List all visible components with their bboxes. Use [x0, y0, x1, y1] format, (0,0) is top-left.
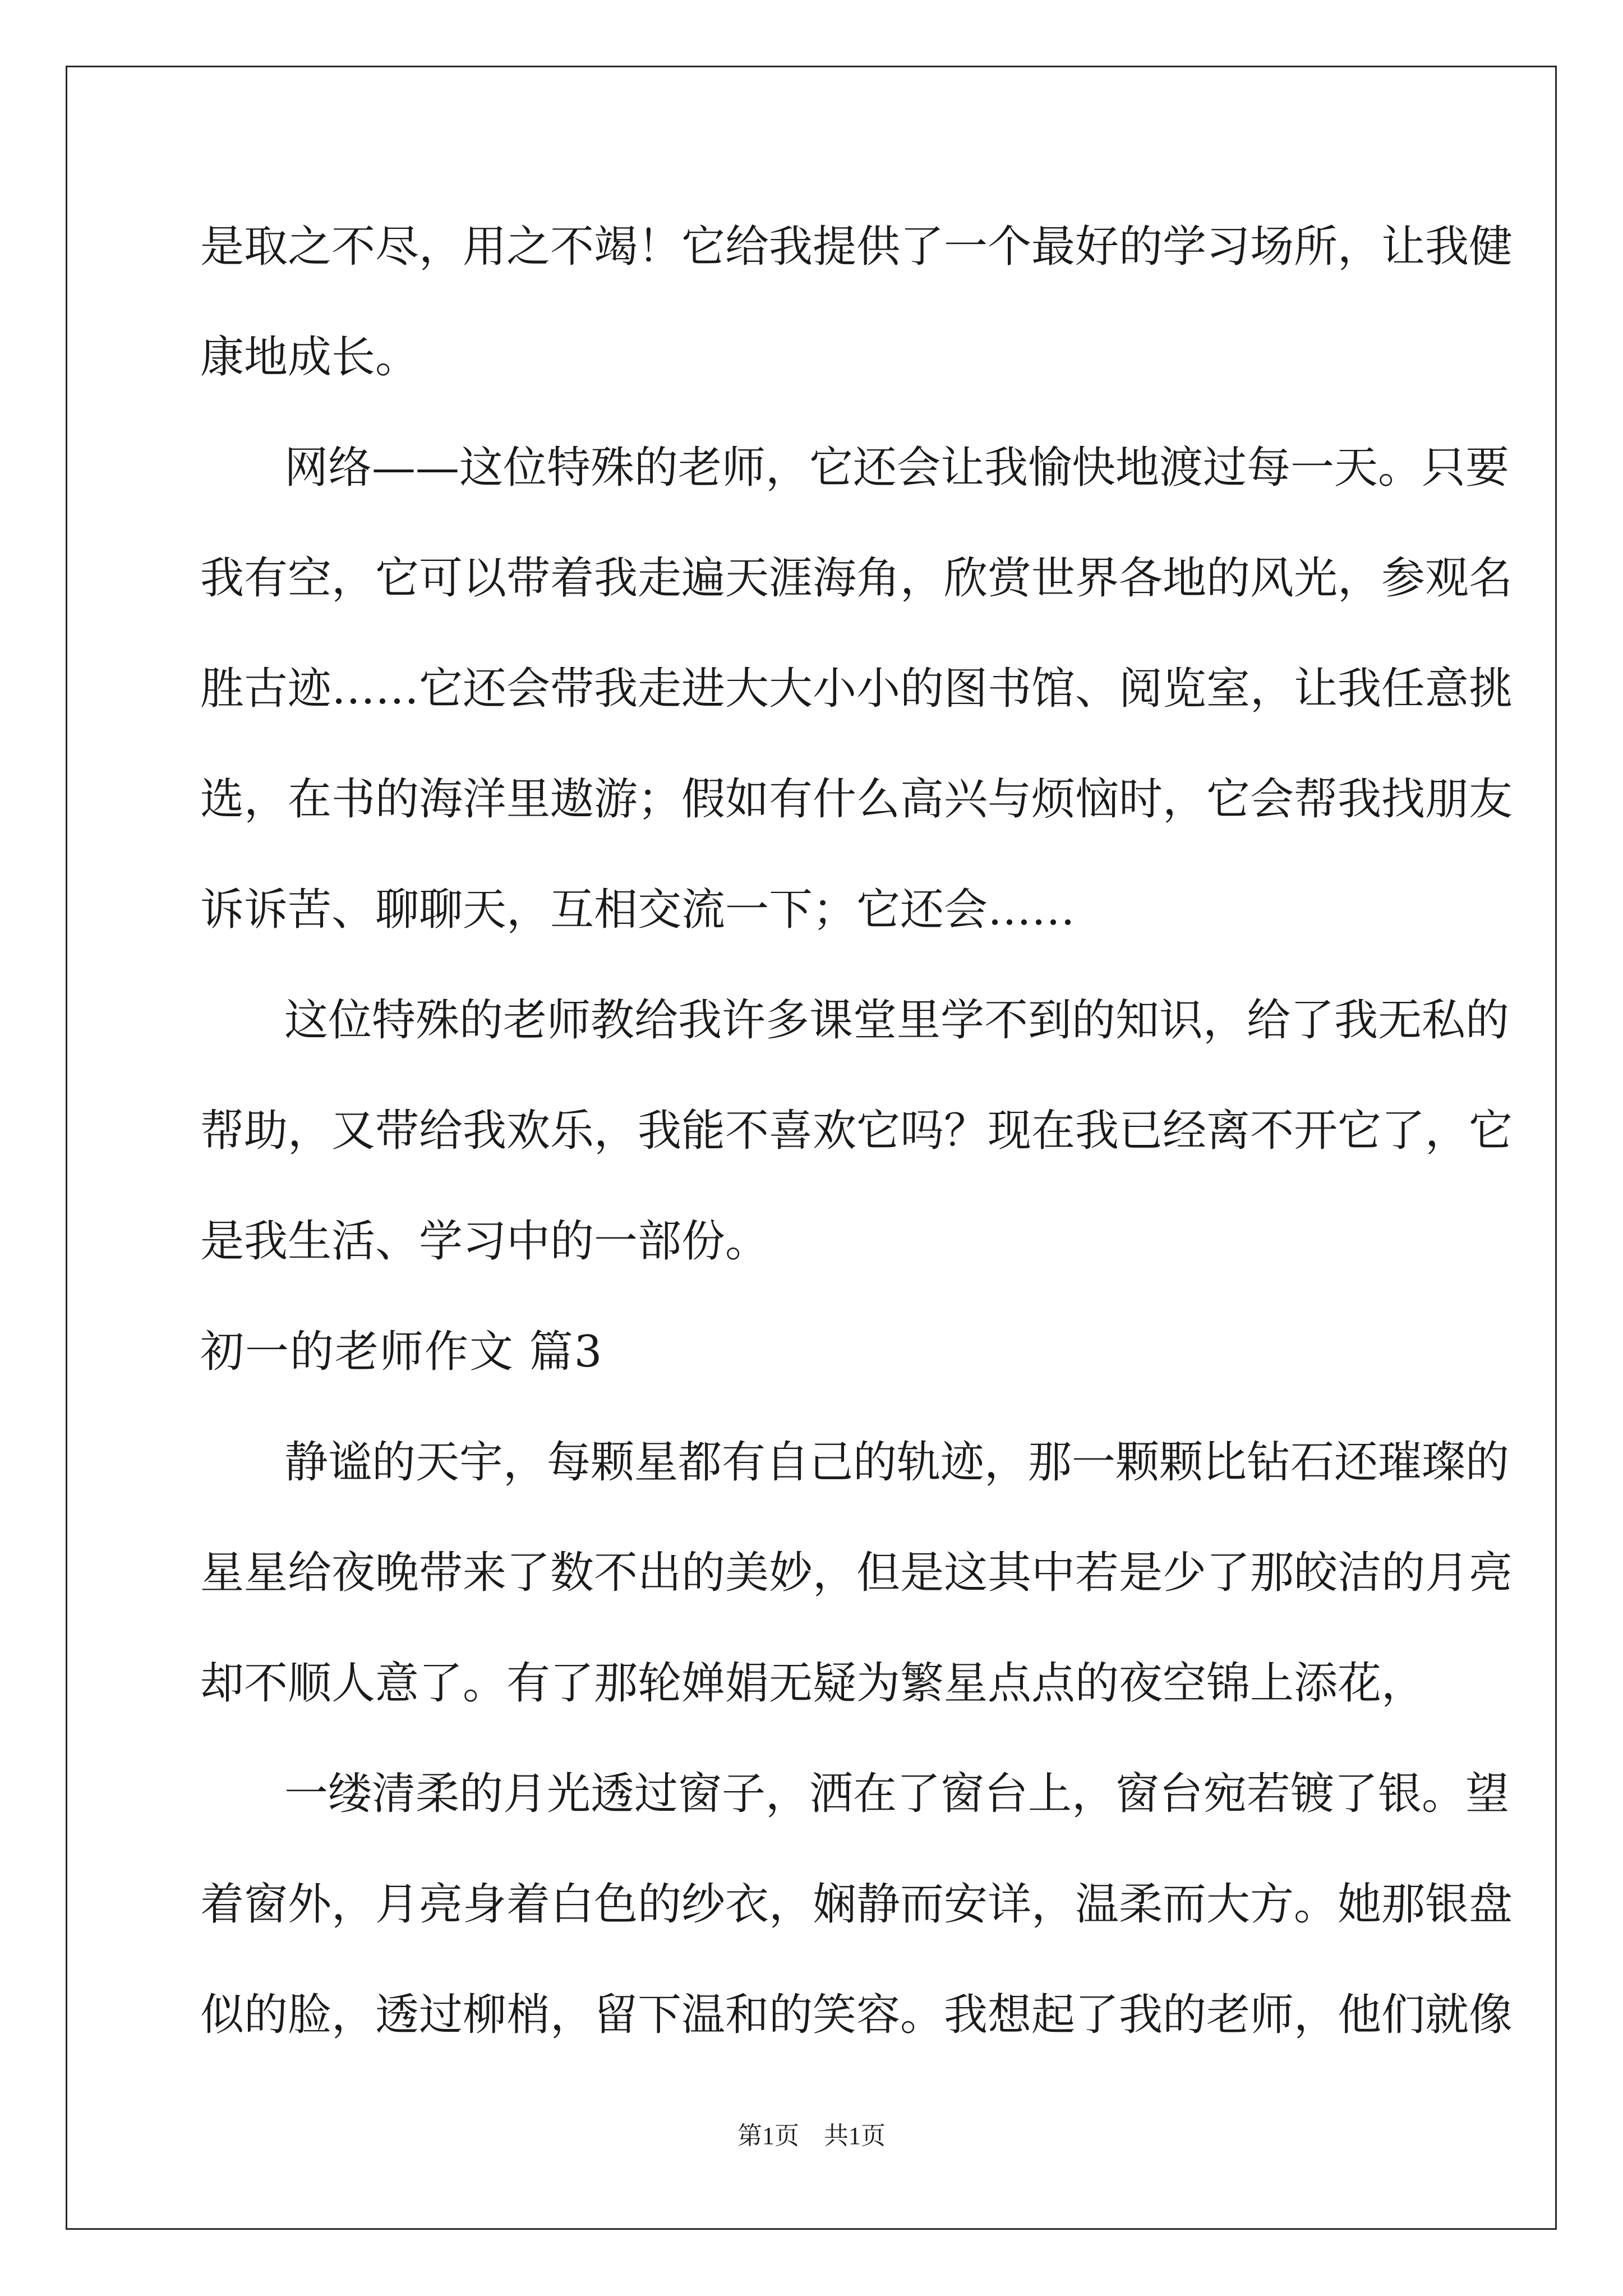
paragraph-first-line: 这位特殊的老师教给我许多课堂里学不到的知识，给了我无私的 — [284, 995, 1510, 1046]
text-line: 康地成长。 — [200, 332, 419, 383]
text-line: 帮助，又带给我欢乐，我能不喜欢它吗？现在我已经离不开它了，它 — [200, 1106, 1513, 1156]
text-line: 诉诉苦、聊聊天，互相交流一下；它还会…… — [200, 885, 1076, 935]
section-heading: 初一的老师作文 篇3 — [200, 1327, 603, 1377]
text-line: 似的脸，透过柳梢，留下温和的笑容。我想起了我的老师，他们就像 — [200, 1990, 1513, 2040]
text-line: 着窗外，月亮身着白色的纱衣，娴静而安详，温柔而大方。她那银盘 — [200, 1879, 1513, 1930]
text-line: 选，在书的海洋里遨游；假如有什么高兴与烦恼时，它会帮我找朋友 — [200, 774, 1513, 825]
text-line: 星星给夜晚带来了数不出的美妙，但是这其中若是少了那皎洁的月亮 — [200, 1548, 1513, 1598]
document-body — [200, 216, 1513, 2095]
paragraph-first-line: 网络——这位特殊的老师，它还会让我愉快地渡过每一天。只要 — [284, 443, 1510, 493]
text-line: 却不顺人意了。有了那轮婵娟无疑为繁星点点的夜空锦上添花， — [200, 1658, 1426, 1709]
text-line: 是我生活、学习中的一部份。 — [200, 1216, 769, 1267]
paragraph-first-line: 静谧的天宇，每颗星都有自己的轨迹，那一颗颗比钻石还璀璨的 — [284, 1437, 1510, 1488]
text-line: 是取之不尽，用之不竭！它给我提供了一个最好的学习场所，让我健 — [200, 222, 1513, 272]
page-number: 第1页 共1页 — [737, 2122, 886, 2150]
paragraph-first-line: 一缕清柔的月光透过窗子，洒在了窗台上，窗台宛若镀了银。望 — [284, 1769, 1510, 1819]
text-line: 胜古迹……它还会带我走进大大小小的图书馆、阅览室，让我任意挑 — [200, 664, 1513, 714]
text-line: 我有空，它可以带着我走遍天涯海角，欣赏世界各地的风光，参观名 — [200, 553, 1513, 604]
page-footer — [0, 2119, 1623, 2153]
